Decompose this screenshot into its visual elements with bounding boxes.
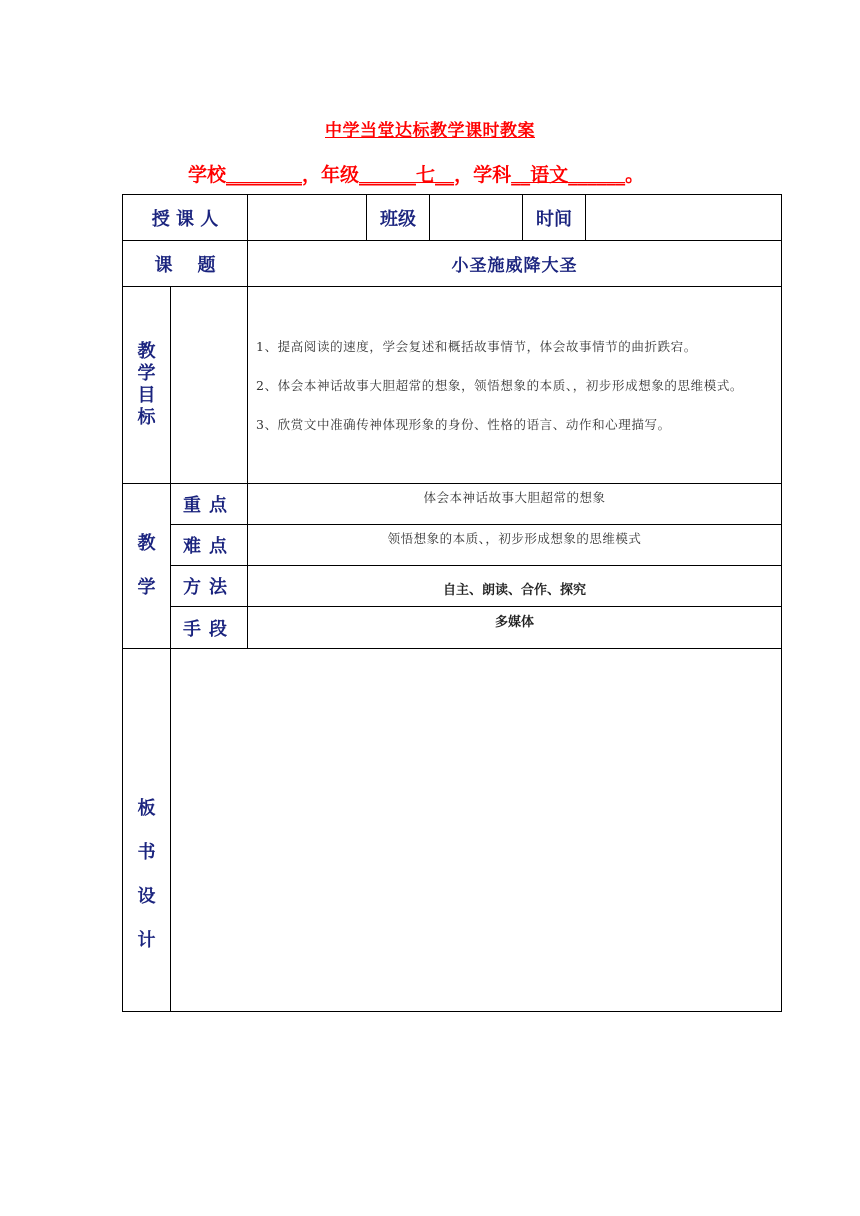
topic-label: 课 题 xyxy=(154,254,216,276)
goals-label-text: 教学目标 xyxy=(137,341,156,428)
topic-value: 小圣施威降大圣 xyxy=(248,241,782,287)
class-label: 班级 xyxy=(380,208,417,230)
method-label: 方法 xyxy=(171,566,248,607)
means-value: 多媒体 xyxy=(248,607,782,649)
goal-item: 3、欣赏文中准确传神体现形象的身份、性格的语言、动作和心理描写。 xyxy=(256,416,671,432)
teacher-label: 授 课 人 xyxy=(151,208,219,230)
subject-value: __语文______ xyxy=(511,164,626,186)
goal-item: 2、体会本神话故事大胆超常的想象，领悟想象的本质、，初步形成想象的思维模式。 xyxy=(256,377,744,393)
goals-blank-cell xyxy=(171,287,248,484)
end-mark: 。 xyxy=(625,164,645,186)
key-point-label: 重点 xyxy=(171,484,248,525)
document-subtitle xyxy=(188,160,644,187)
class-value-cell[interactable] xyxy=(430,195,523,241)
time-label: 时间 xyxy=(536,208,573,230)
grade-label: 年级 xyxy=(321,164,360,186)
key-point-value: 体会本神话故事大胆超常的想象 xyxy=(248,484,782,525)
goal-item: 1、提高阅读的速度，学会复述和概括故事情节，体会故事情节的曲折跌宕。 xyxy=(256,338,697,354)
teacher-value-cell[interactable] xyxy=(248,195,367,241)
subject-label: 学科 xyxy=(473,164,512,186)
teaching-label-text: 教学 xyxy=(137,533,156,598)
time-label-cell xyxy=(523,195,586,241)
school-label: 学校 xyxy=(188,164,227,186)
lesson-plan-table xyxy=(122,194,782,1012)
goals-label xyxy=(123,287,171,484)
difficulty-label: 难点 xyxy=(171,525,248,566)
separator: ， xyxy=(454,164,474,186)
teaching-label xyxy=(123,484,171,649)
document-title: 中学当堂达标教学课时教案 xyxy=(325,121,535,141)
board-design-label xyxy=(123,649,171,1012)
method-value: 自主、朗读、合作、探究 xyxy=(248,566,782,607)
teacher-label-cell xyxy=(123,195,248,241)
school-value: ________ xyxy=(226,164,303,186)
board-design-label-text: 板书设计 xyxy=(137,798,156,951)
topic-label-cell xyxy=(123,241,248,287)
separator: ， xyxy=(302,164,322,186)
goals-content xyxy=(248,287,782,484)
difficulty-value: 领悟想象的本质、，初步形成想象的思维模式 xyxy=(248,525,782,566)
class-label-cell xyxy=(367,195,430,241)
board-design-content[interactable] xyxy=(171,649,782,1012)
grade-value: ______七__ xyxy=(359,164,455,186)
time-value-cell[interactable] xyxy=(586,195,782,241)
means-label: 手段 xyxy=(171,607,248,649)
